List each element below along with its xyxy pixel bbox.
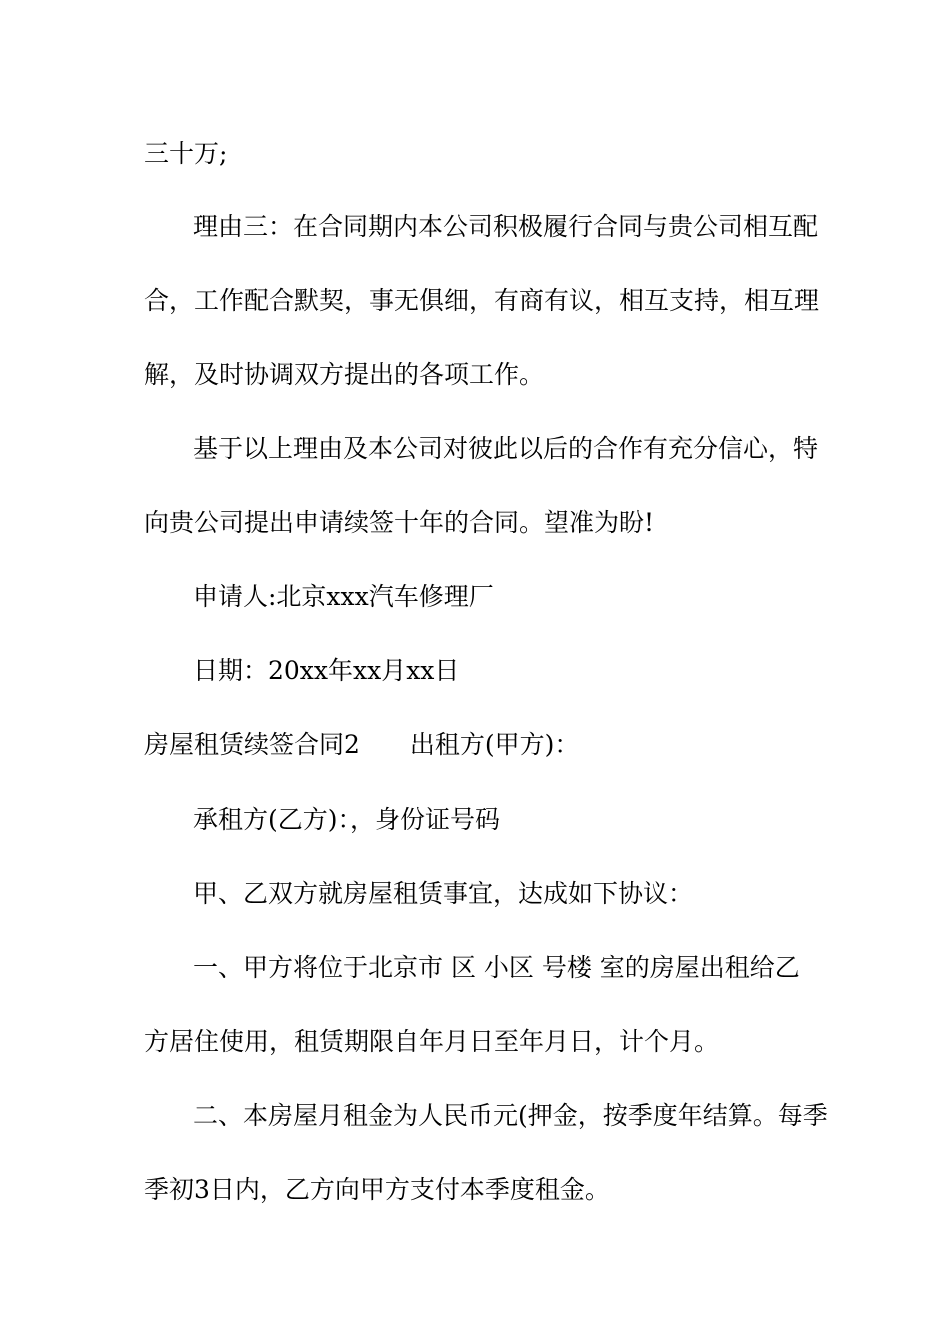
lessee-line: 承租方(乙方)：，身份证号码: [193, 805, 501, 834]
date-line: 日期：20xx年xx月xx日: [193, 656, 460, 685]
clause-one-cont: 方居住使用，租赁期限自年月日至年月日，计个月。: [144, 1027, 720, 1056]
paragraph-reason-three: 理由三：在合同期内本公司积极履行合同与贵公司相互配: [193, 212, 819, 241]
text-line-1: 三十万;: [144, 139, 228, 168]
text-line-6: 向贵公司提出申请续签十年的合同。望准为盼!: [144, 508, 655, 537]
paragraph-conclusion: 基于以上理由及本公司对彼此以后的合作有充分信心，特: [193, 434, 819, 463]
clause-one: 一、甲方将位于北京市 区 小区 号楼 室的房屋出租给乙: [193, 953, 800, 982]
applicant-line: 申请人:北京xxx汽车修理厂: [193, 582, 494, 611]
contract-title-lessor-line: 房屋租赁续签合同2 出租方(甲方)：: [144, 730, 580, 759]
clause-two: 二、本房屋月租金为人民币元(押金，按季度年结算。每季: [193, 1101, 828, 1130]
clause-two-cont: 季初3日内，乙方向甲方支付本季度租金。: [144, 1175, 610, 1204]
agreement-intro: 甲、乙双方就房屋租赁事宜，达成如下协议：: [193, 879, 694, 908]
text-line-4: 解，及时协调双方提出的各项工作。: [144, 360, 545, 389]
text-line-3: 合，工作配合默契，事无俱细，有商有议，相互支持，相互理: [144, 286, 820, 315]
